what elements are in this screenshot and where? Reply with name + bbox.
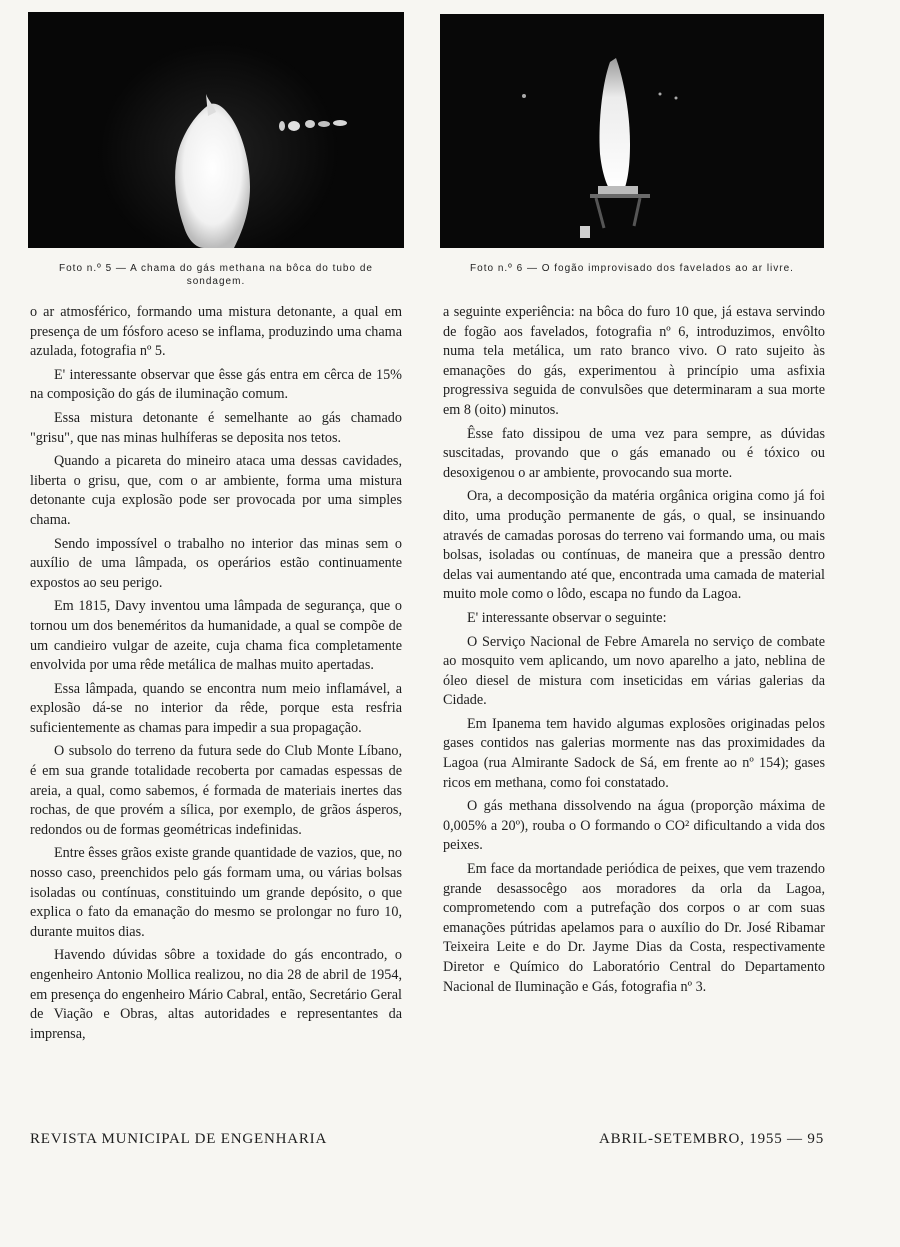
paragraph: Sendo impossível o trabalho no interior das minas sem o auxílio de uma lâmpada, os operários estão continuamente expostos ao seu perigo. xyxy=(30,535,402,591)
paragraph: Em face da mortandade periódica de peixes, que vem trazendo grande desassocêgo aos moradores da orla da Lagoa, comprometendo com a putrefação dos corpos o ar com suas emanações pútridas apelamos para o auxílio do Dr. José Ribamar Teixeira Leite e do Dr. Jayme Dias da Costa, respectivamente Diretor e Químico do Laboratório Central do Departamento Nacional de Iluminação e Gás, fotografia nº 3. xyxy=(443,861,825,995)
journal-title: REVISTA MUNICIPAL DE ENGENHARIA xyxy=(30,1131,328,1147)
paragraph: a seguinte experiência: na bôca do furo 10 que, já estava servindo de fogão aos favelados, fotografia nº 6, introduzimos, envôlto numa tela metálica, um rato branco vivo. O rato sujeito às emanações do gás, experimentou à princípio uma asfixia progressiva seguida de convulsões que determinaram a sua morte em 8 (oito) minutos. xyxy=(443,304,825,418)
photo-flame-tube xyxy=(28,12,404,248)
paragraph: Êsse fato dissipou de uma vez para sempre, as dúvidas suscitadas, provando que o gás emanado ou é tóxico ou desoxigenou o ar ambiente, provocando sua morte. xyxy=(443,425,825,481)
paragraph: Entre êsses grãos existe grande quantidade de vazios, que, no nosso caso, preenchidos pelo gás formam uma, ou várias bolsas isoladas ou contínuas, constituindo um grande depósito, o que explica o fato da emanação do mesmo se prolongar no furo 10, durante muitos dias. xyxy=(30,845,402,940)
paragraph: O subsolo do terreno da futura sede do Club Monte Líbano, é em sua grande totalidade recoberta por camadas espessas de areia, a qual, como sabemos, é formada de materiais inertes das rochas, de que provém a sílica, por exemplo, de grãos ásperos, redondos ou de formas geométricas indefinidas. xyxy=(30,743,402,838)
paragraph: O gás methana dissolvendo na água (proporção máxima de 0,005% a 20º), rouba o O formando o CO² dificultando a vida dos peixes. xyxy=(443,798,825,854)
paragraph: Quando a picareta do mineiro ataca uma dessas cavidades, liberta o grisu, que, com o ar ambiente, forma uma mistura detonante cuja explosão pode ser provocada por uma simples chama. xyxy=(30,453,402,528)
stove-flame-illustration xyxy=(440,14,824,248)
paragraph: E' interessante observar o seguinte: xyxy=(467,609,667,626)
paragraph: Em 1815, Davy inventou uma lâmpada de segurança, que o tornou um dos beneméritos da humanidade, a qual se compõe de um candieiro vulgar de azeite, cuja chama fica completamente envolvida por uma rêde metálica de malhas muito apertadas. xyxy=(30,598,402,674)
left-column xyxy=(30,303,402,1044)
photo-caption: Foto n.º 5 — A chama do gás methana na bôca do tubo de sondagem. xyxy=(59,263,373,287)
paragraph: O Serviço Nacional de Febre Amarela no serviço de combate ao mosquito vem aplicando, um novo aparelho a jato, neblina de óleo diesel de mistura com inseticidas em várias galerias da Cidade. xyxy=(443,633,825,709)
paragraph: E' interessante observar que êsse gás entra em cêrca de 15% na composição do gás de iluminação comum. xyxy=(30,366,402,403)
paragraph: o ar atmosférico, formando uma mistura detonante, a qual em presença de um fósforo aceso se inflama, produzindo uma chama azulada, fotografia nº 5. xyxy=(30,304,402,360)
paragraph: Essa lâmpada, quando se encontra num meio inflamável, a explosão dá-se no interior da rêde, porque esta resfria suficientemente as chamas para impedir a sua propagação. xyxy=(30,680,402,736)
right-column xyxy=(443,303,825,997)
paragraph: Em Ipanema tem havido algumas explosões originadas pelos gases contidos nas galerias mormente nas das proximidades da Lagoa (rua Almirante Sadock de Sá, em frente ao nº 154); gases ricos em methana, como foi constatado. xyxy=(443,715,825,791)
paragraph: Essa mistura detonante é semelhante ao gás chamado "grisu", que nas minas hulhíferas se deposita nos tetos. xyxy=(30,409,402,446)
flame-tube-illustration xyxy=(28,12,404,248)
photo-caption: Foto n.º 6 — O fogão improvisado dos favelados ao ar livre. xyxy=(470,263,794,274)
photo-outdoor-stove xyxy=(440,14,824,248)
paragraph: Ora, a decomposição da matéria orgânica origina como já foi dito, uma produção permanente de gás, o qual, se insinuando através de camadas porosas do terreno vai formando uma, ou mais bolsas, isoladas ou contínuas, de maneira que a pressão dentro delas vai aumentando até que, encontrada uma camada de material muito mole como o lôdo, escapa no fundo da Lagoa. xyxy=(443,488,825,603)
issue-and-page-number: ABRIL-SETEMBRO, 1955 — 95 xyxy=(598,1131,824,1147)
paragraph: Havendo dúvidas sôbre a toxidade do gás encontrado, o engenheiro Antonio Mollica realizou, no dia 28 de abril de 1954, em presença do engenheiro Mário Cabral, então, Secretário Geral de Viação e Obras, altas autoridades e representantes da imprensa, xyxy=(30,947,402,1042)
